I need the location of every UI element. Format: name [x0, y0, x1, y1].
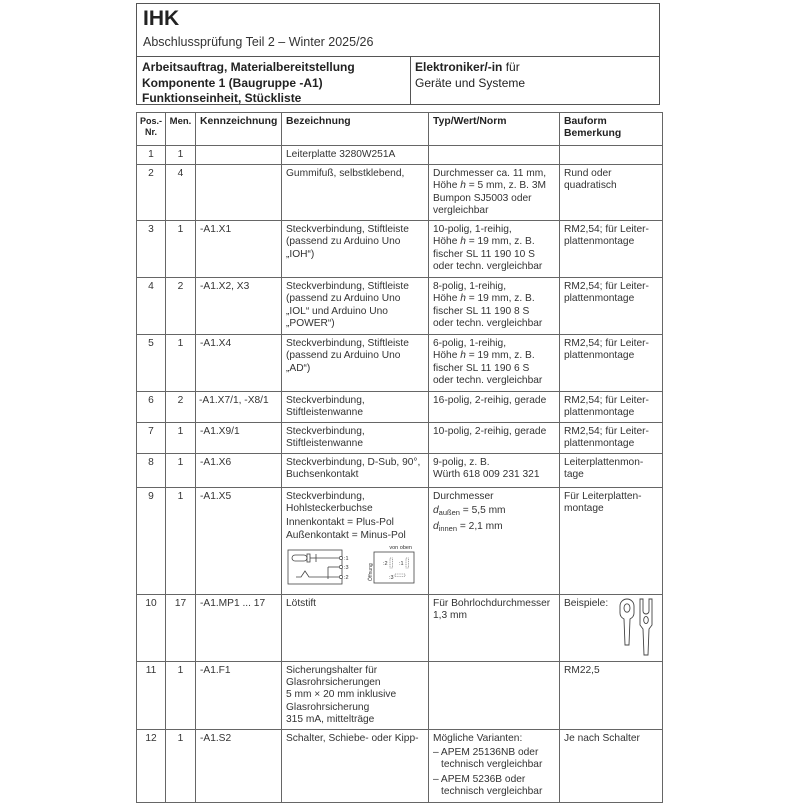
- cell-kenn: -A1.X5: [196, 487, 282, 594]
- cell-bez: [282, 221, 429, 278]
- bez-line: 5 mm × 20 mm inklusive: [286, 689, 397, 701]
- assignment-line: Arbeitsauftrag, Materialbereitstellung: [142, 60, 355, 74]
- cell-bez: Gummifuß, selbstklebend,: [282, 165, 429, 221]
- bez-line: Innenkontakt = Plus-Pol: [286, 517, 394, 529]
- cell-bau: RM22,5: [560, 661, 663, 729]
- bez-line: Steckverbindung, D-Sub, 90°,: [286, 456, 421, 468]
- jack-pinout-diagram: [286, 543, 426, 587]
- typ-line: Für Bohrlochdurchmesser: [433, 597, 551, 609]
- solder-pin-fork-icon: [640, 599, 652, 655]
- typ-line: oder techn. vergleichbar: [433, 375, 543, 387]
- cell-men: 1: [166, 335, 196, 392]
- bez-line: „POWER“): [286, 318, 335, 330]
- col-header-men: Men.: [166, 113, 196, 146]
- cell-pos: 10: [137, 594, 166, 661]
- cell-pos: 3: [137, 221, 166, 278]
- cell-men: 1: [166, 487, 196, 594]
- col-header-pos-line: Nr.: [144, 127, 157, 137]
- typ-line: = 19 mm, z. B.: [468, 293, 535, 305]
- typ-line: = 5 mm, z. B. 3M: [468, 180, 546, 192]
- assignment-line: Funktionseinheit, Stückliste: [142, 91, 302, 105]
- switch-contact: [296, 571, 339, 577]
- table-row: [137, 422, 663, 453]
- cell-typ: [429, 335, 560, 392]
- cell-pos: 12: [137, 729, 166, 802]
- cell-men: 1: [166, 729, 196, 802]
- bau-line: Für Leiterplatten-: [564, 490, 642, 502]
- typ-line: Höhe: [433, 350, 458, 362]
- outer-diameter: [433, 505, 556, 519]
- cell-men: 2: [166, 278, 196, 335]
- top-pin-label: :3: [389, 575, 394, 582]
- cell-bez: [282, 487, 429, 594]
- typ-line: = 19 mm, z. B.: [468, 350, 535, 362]
- bau-line: Beispiele:: [564, 597, 609, 609]
- table-row: [137, 278, 663, 335]
- bez-line: Hohlsteckerbuchse: [286, 503, 373, 515]
- cell-pos: 5: [137, 335, 166, 392]
- typ-line: Höhe: [433, 236, 458, 248]
- cell-bau: Je nach Schalter: [560, 729, 663, 802]
- typ-line: fischer SL 11 190 6 S: [433, 362, 530, 374]
- cell-typ: 10-polig, 2-reihig, gerade: [429, 422, 560, 453]
- symbol-h: h: [460, 180, 466, 192]
- bez-line: Stiftleistenwanne: [286, 407, 364, 419]
- bez-line: Stiftleistenwanne: [286, 438, 364, 450]
- bez-line: „IOL“ und Arduino Uno: [286, 305, 388, 317]
- bau-line: RM2,54; für Leiter-: [564, 338, 649, 349]
- inner-diameter: [433, 521, 556, 535]
- cell-bau: [560, 146, 663, 165]
- cell-typ: [429, 165, 560, 221]
- cell-kenn: [196, 146, 282, 165]
- document-header: [136, 3, 660, 105]
- variant-item: – APEM 25136NB oder technisch vergleichbar: [433, 747, 543, 771]
- cell-pos: 11: [137, 661, 166, 729]
- table-row: [137, 335, 663, 392]
- assignment-line: Komponente 1 (Baugruppe -A1): [142, 75, 323, 90]
- typ-line: Durchmesser ca. 11 mm,: [433, 168, 547, 179]
- cell-typ: [429, 729, 560, 802]
- cell-bau: [560, 422, 663, 453]
- assignment-title: [137, 56, 411, 104]
- header-title-area: [137, 4, 659, 57]
- typ-line: oder techn. vergleichbar: [433, 318, 543, 330]
- bau-line: RM2,54; für Leiter-: [564, 224, 649, 235]
- table-row: [137, 221, 663, 278]
- bau-line: Rund oder: [564, 168, 612, 179]
- table-row: [137, 729, 663, 802]
- bau-line: RM2,54; für Leiter-: [564, 425, 649, 437]
- symbol-d: d: [433, 521, 439, 533]
- bau-line: plattenmontage: [564, 438, 635, 450]
- cell-men: 1: [166, 221, 196, 278]
- cell-men: 1: [166, 661, 196, 729]
- cell-bau: [560, 594, 663, 661]
- bez-line: Steckverbindung, Stiftleiste: [286, 281, 409, 292]
- typ-line: 8-polig, 1-reihig,: [433, 281, 507, 292]
- solder-pin-eyelet-icon: [620, 599, 634, 645]
- typ-line: 6-polig, 1-reihig,: [433, 338, 507, 349]
- table-row: [137, 487, 663, 594]
- cell-typ: [429, 146, 560, 165]
- cell-bez: [282, 422, 429, 453]
- typ-line: fischer SL 11 190 8 S: [433, 305, 530, 317]
- table-row: [137, 453, 663, 487]
- typ-line: 10-polig, 1-reihig,: [433, 224, 512, 235]
- cell-bau: [560, 165, 663, 221]
- bez-line: (passend zu Arduino Uno: [286, 236, 401, 248]
- cell-typ: [429, 661, 560, 729]
- typ-line: Würth 618 009 231 321: [433, 469, 540, 481]
- cell-bau: [560, 487, 663, 594]
- exam-title: Abschlussprüfung Teil 2 – Winter 2025/26: [143, 35, 374, 49]
- cell-kenn: -A1.X1: [196, 221, 282, 278]
- cell-bez: [282, 453, 429, 487]
- table-row: [137, 392, 663, 423]
- cell-typ: [429, 278, 560, 335]
- typ-line: fischer SL 11 190 10 S: [433, 248, 535, 260]
- subscript-inner: innen: [438, 524, 458, 534]
- variant-item: – APEM 5236B oder technisch vergleichbar: [433, 773, 543, 798]
- col-header-kenn: Kennzeichnung: [196, 113, 282, 146]
- parts-list-table: [136, 112, 663, 803]
- bez-line: Steckverbindung,: [286, 490, 365, 502]
- typ-line: = 19 mm, z. B.: [468, 236, 535, 248]
- cell-typ: 16-polig, 2-reihig, gerade: [429, 392, 560, 423]
- table-row: [137, 594, 663, 661]
- subscript-outer: außen: [438, 508, 460, 518]
- bez-line: Außenkontakt = Minus-Pol: [286, 529, 406, 541]
- bez-line: (passend zu Arduino Uno: [286, 293, 401, 305]
- bez-line: (passend zu Arduino Uno: [286, 350, 401, 362]
- cell-pos: 1: [137, 146, 166, 165]
- cell-typ: [429, 487, 560, 594]
- outer-diameter-value: = 5,5 mm: [462, 505, 506, 517]
- col-header-bau: [560, 113, 663, 146]
- bez-line: Steckverbindung,: [286, 425, 365, 437]
- cell-bez: [282, 392, 429, 423]
- cell-typ: [429, 221, 560, 278]
- bau-line: RM2,54; für Leiter-: [564, 395, 649, 406]
- table-row: [137, 146, 663, 165]
- profession-suffix: für: [502, 60, 520, 74]
- cell-kenn: -A1.S2: [196, 729, 282, 802]
- cell-typ: [429, 594, 560, 661]
- profession-title: [410, 56, 659, 104]
- diagram-view-label: von oben: [389, 545, 412, 552]
- cell-bau: [560, 453, 663, 487]
- typ-line: vergleichbar: [433, 205, 489, 217]
- cell-men: 1: [166, 422, 196, 453]
- opening-label: Öffnung: [368, 563, 374, 582]
- col-header-typ: Typ/Wert/Norm: [429, 113, 560, 146]
- cell-bez: [282, 278, 429, 335]
- col-header-pos: [137, 113, 166, 146]
- table-row: [137, 165, 663, 221]
- cell-bau: [560, 392, 663, 423]
- cell-bau: [560, 335, 663, 392]
- cell-bez: Leiterplatte 3280W251A: [282, 146, 429, 165]
- cell-pos: 8: [137, 453, 166, 487]
- top-pin-label: :2: [383, 561, 388, 568]
- bau-line: plattenmontage: [564, 407, 635, 419]
- symbol-h: h: [460, 350, 466, 362]
- bez-line: „IOH“): [286, 248, 315, 260]
- cell-kenn: -A1.MP1 ... 17: [196, 594, 282, 661]
- bau-line: montage: [564, 503, 604, 515]
- bau-line: plattenmontage: [564, 350, 635, 362]
- pin-label: :2: [344, 575, 349, 582]
- typ-line: 9-polig, z. B.: [433, 456, 490, 468]
- cell-men: 4: [166, 165, 196, 221]
- cell-kenn: -A1.F1: [196, 661, 282, 729]
- cell-bez: [282, 661, 429, 729]
- cell-pos: 2: [137, 165, 166, 221]
- bau-line: Leiterplattenmon-: [564, 456, 644, 468]
- bez-line: Glasrohrsicherungen: [286, 677, 381, 689]
- typ-line: Mögliche Varianten:: [433, 732, 523, 744]
- cell-men: 17: [166, 594, 196, 661]
- cell-pos: 9: [137, 487, 166, 594]
- symbol-h: h: [460, 293, 466, 305]
- cell-pos: 4: [137, 278, 166, 335]
- bez-line: Sicherungshalter für: [286, 664, 378, 676]
- col-header-pos-line: Pos.-: [139, 116, 162, 126]
- cell-kenn: -A1.X4: [196, 335, 282, 392]
- cell-kenn: -A1.X9/1: [196, 422, 282, 453]
- plug-collar: [307, 554, 310, 562]
- bau-line: plattenmontage: [564, 293, 635, 305]
- pin-label: :3: [344, 565, 349, 572]
- cell-men: 1: [166, 146, 196, 165]
- cell-bez: Lötstift: [282, 594, 429, 661]
- typ-line: 1,3 mm: [433, 610, 467, 622]
- profession-name: Elektroniker/-in: [415, 60, 503, 74]
- bau-line: plattenmontage: [564, 236, 635, 248]
- cell-bau: [560, 221, 663, 278]
- symbol-h: h: [460, 236, 466, 248]
- plug-symbol: [292, 555, 307, 561]
- cell-bau: [560, 278, 663, 335]
- table-row: [137, 661, 663, 729]
- top-view-frame: [374, 552, 414, 583]
- bez-line: Steckverbindung, Stiftleiste: [286, 224, 409, 235]
- cell-pos: 7: [137, 422, 166, 453]
- bez-line: Steckverbindung, Stiftleiste: [286, 338, 409, 349]
- col-header-bau-line: Bemerkung: [564, 128, 622, 140]
- bez-line: 315 mA, mittelträge: [286, 714, 375, 726]
- bau-line: quadratisch: [564, 180, 617, 192]
- bez-line: Glasrohrsicherung: [286, 701, 370, 713]
- col-header-bau-line: Bauform: [564, 116, 607, 127]
- cell-pos: 6: [137, 392, 166, 423]
- solder-pin-examples: [614, 597, 658, 659]
- cell-kenn: -A1.X7/1, -X8/1: [196, 392, 282, 423]
- cell-men: 2: [166, 392, 196, 423]
- bez-line: Buchsenkontakt: [286, 469, 359, 481]
- cell-bez: [282, 335, 429, 392]
- table-header-row: [137, 113, 663, 146]
- bez-line: „AD“): [286, 362, 311, 374]
- cell-typ: [429, 453, 560, 487]
- typ-line: Durchmesser: [433, 490, 494, 502]
- inner-diameter-value: = 2,1 mm: [459, 521, 503, 533]
- cell-kenn: -A1.X2, X3: [196, 278, 282, 335]
- typ-line: Höhe: [433, 180, 458, 192]
- profession-field: Geräte und Systeme: [415, 75, 526, 90]
- cell-bez: Schalter, Schiebe- oder Kipp-: [282, 729, 429, 802]
- col-header-bez: Bezeichnung: [282, 113, 429, 146]
- typ-line: Bumpon SJ5003 oder: [433, 192, 532, 204]
- pin-label: :1: [344, 556, 349, 563]
- cell-kenn: [196, 165, 282, 221]
- bez-line: Steckverbindung,: [286, 395, 365, 406]
- typ-line: oder techn. vergleichbar: [433, 261, 543, 273]
- bau-line: RM2,54; für Leiter-: [564, 281, 649, 292]
- symbol-d: d: [433, 505, 439, 517]
- brand-title: IHK: [143, 7, 180, 30]
- bau-line: tage: [564, 469, 584, 481]
- cell-men: 1: [166, 453, 196, 487]
- top-pin-label: :1: [399, 561, 404, 568]
- cell-kenn: -A1.X6: [196, 453, 282, 487]
- typ-line: Höhe: [433, 293, 458, 305]
